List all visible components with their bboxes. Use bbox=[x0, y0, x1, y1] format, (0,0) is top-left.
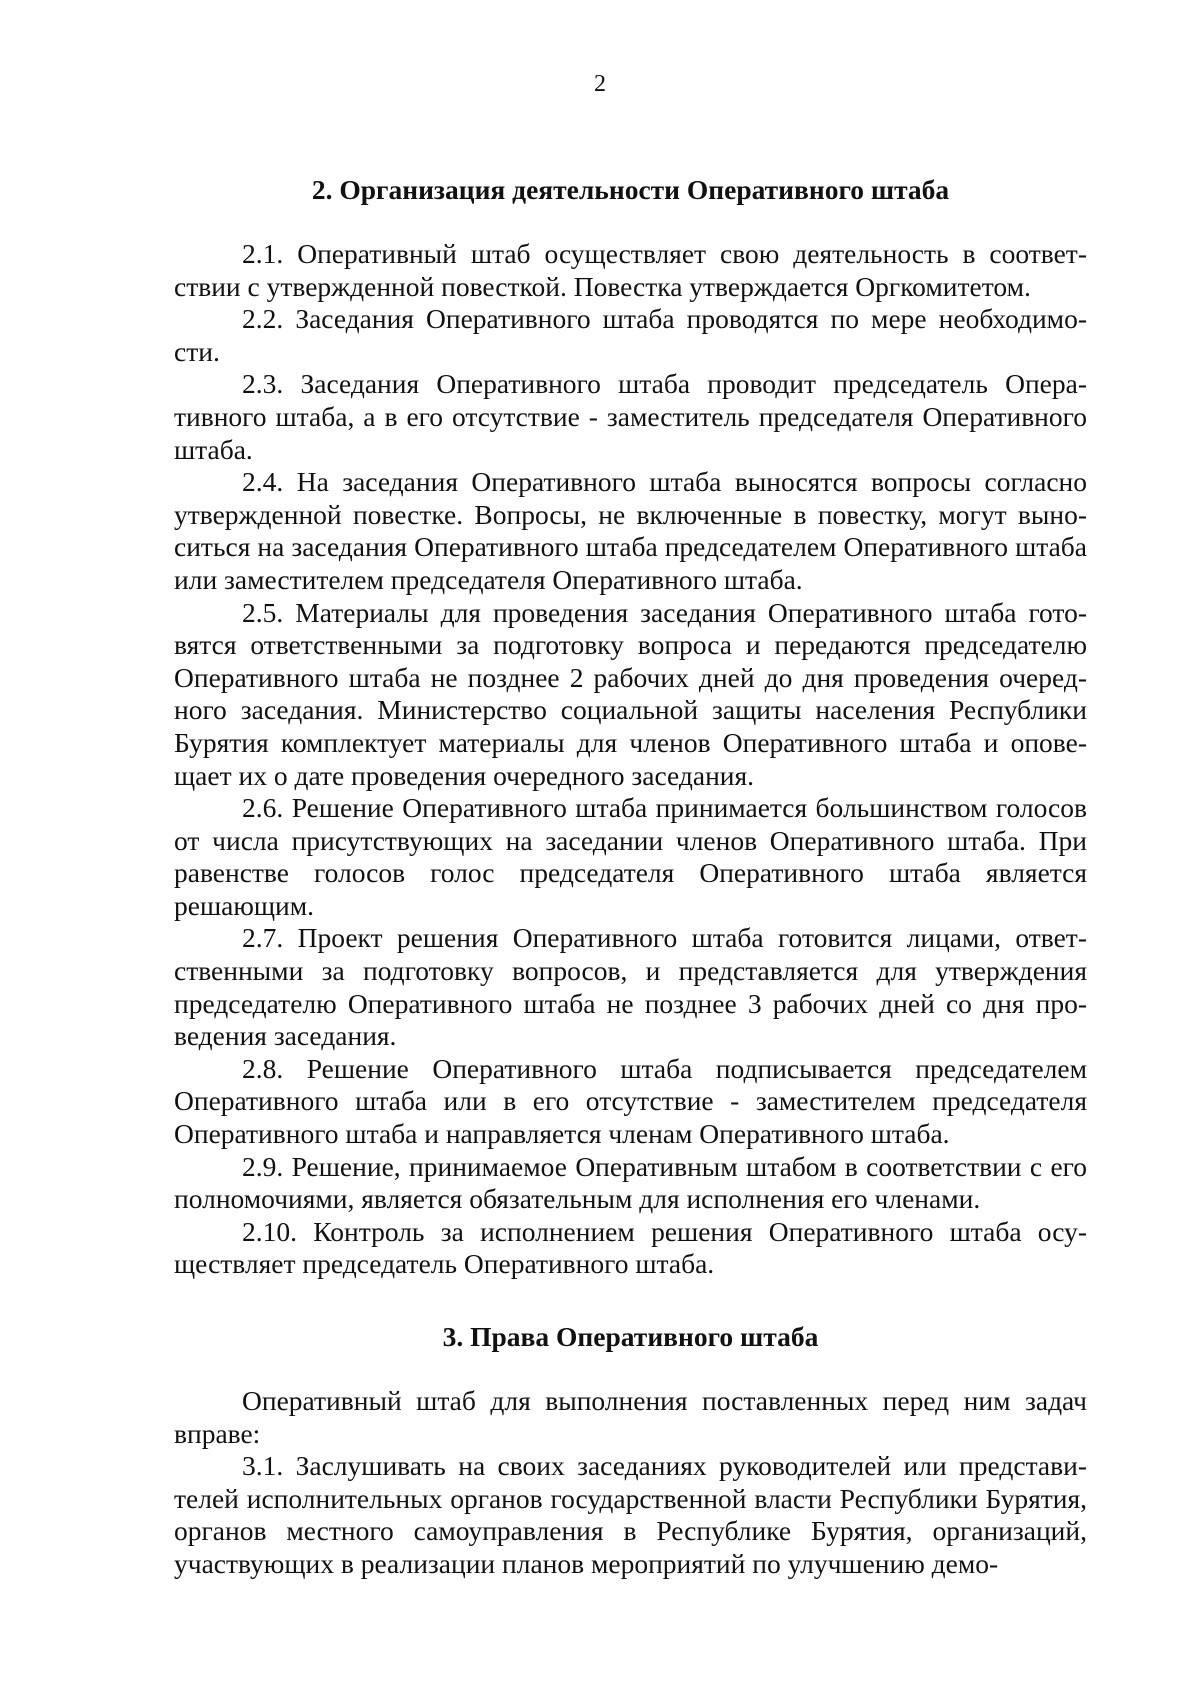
paragraph-2-5: 2.5. Материалы для проведения заседания Оперативного штаба готовятся ответственными за подготовку вопроса и передаются председателю Оперативного штаба не позднее 2 рабочих дней до дня проведения очередного заседания. Министерство социальной защиты населения Республики Бурятия комплектует материалы для членов Оперативного штаба и оповещает их о дате проведения очередного заседания. bbox=[174, 596, 1087, 791]
paragraph-2-9: 2.9. Решение, принимаемое Оперативным штабом в соответствии с его полномочиями, является обязательным для исполнения его членами. bbox=[174, 1150, 1087, 1215]
spacer bbox=[174, 1353, 1087, 1385]
paragraph-2-3: 2.3. Заседания Оперативного штаба проводит председатель Оперативного штаба, а в его отсутствие - заместитель председателя Оперативного штаба. bbox=[174, 368, 1087, 465]
paragraph-2-2: 2.2. Заседания Оперативного штаба проводятся по мере необходимости. bbox=[174, 303, 1087, 367]
paragraph-2-1: 2.1. Оперативный штаб осуществляет свою деятельность в соответствии с утвержденной повесткой. Повестка утверждается Оргкомитетом. bbox=[174, 238, 1087, 302]
section-2-title: 2. Организация деятельности Оперативного штаба bbox=[311, 174, 950, 205]
paragraph-2-7: 2.7. Проект решения Оперативного штаба готовится лицами, ответственными за подготовку вопросов, и представляется для утверждения председателю Оперативного штаба не позднее 3 рабочих дней со дня проведения заседания. bbox=[174, 922, 1087, 1052]
spacer bbox=[174, 206, 1087, 238]
paragraph-3-intro: Оперативный штаб для выполнения поставленных перед ним задач вправе: bbox=[174, 1385, 1087, 1449]
paragraph-2-10: 2.10. Контроль за исполнением решения Оперативного штаба осуществляет председатель Оперативного штаба. bbox=[174, 1215, 1087, 1280]
document-body bbox=[174, 174, 1087, 1581]
paragraph-2-4: 2.4. На заседания Оперативного штаба выносятся вопросы согласно утвержденной повестке. Вопросы, не включенные в повестку, могут выноситься на заседания Оперативного штаба председателем Оперативного штаба или заместителем председателя Оперативного штаба. bbox=[174, 466, 1087, 595]
paragraph-3-1: 3.1. Заслушивать на своих заседаниях руководителей или представителей исполнительных органов государственной власти Республики Бурятия, органов местного самоуправления в Республике Бурятия, организаций, участвующих в реализации планов мероприятий по улучшению демо- bbox=[174, 1450, 1087, 1579]
page-number: 2 bbox=[594, 71, 606, 97]
paragraph-2-8: 2.8. Решение Оперативного штаба подписывается председателем Оперативного штаба или в его отсутствие - заместителем председателя Оперативного штаба и направляется членам Оперативного штаба. bbox=[174, 1052, 1087, 1150]
section-3-title: 3. Права Оперативного штаба bbox=[442, 1321, 819, 1352]
paragraph-2-6: 2.6. Решение Оперативного штаба принимается большинством голосов от числа присутствующих на заседании членов Оперативного штаба. При равенстве голосов голос председателя Оперативного штаба является решающим. bbox=[174, 792, 1087, 921]
spacer bbox=[174, 1281, 1087, 1321]
